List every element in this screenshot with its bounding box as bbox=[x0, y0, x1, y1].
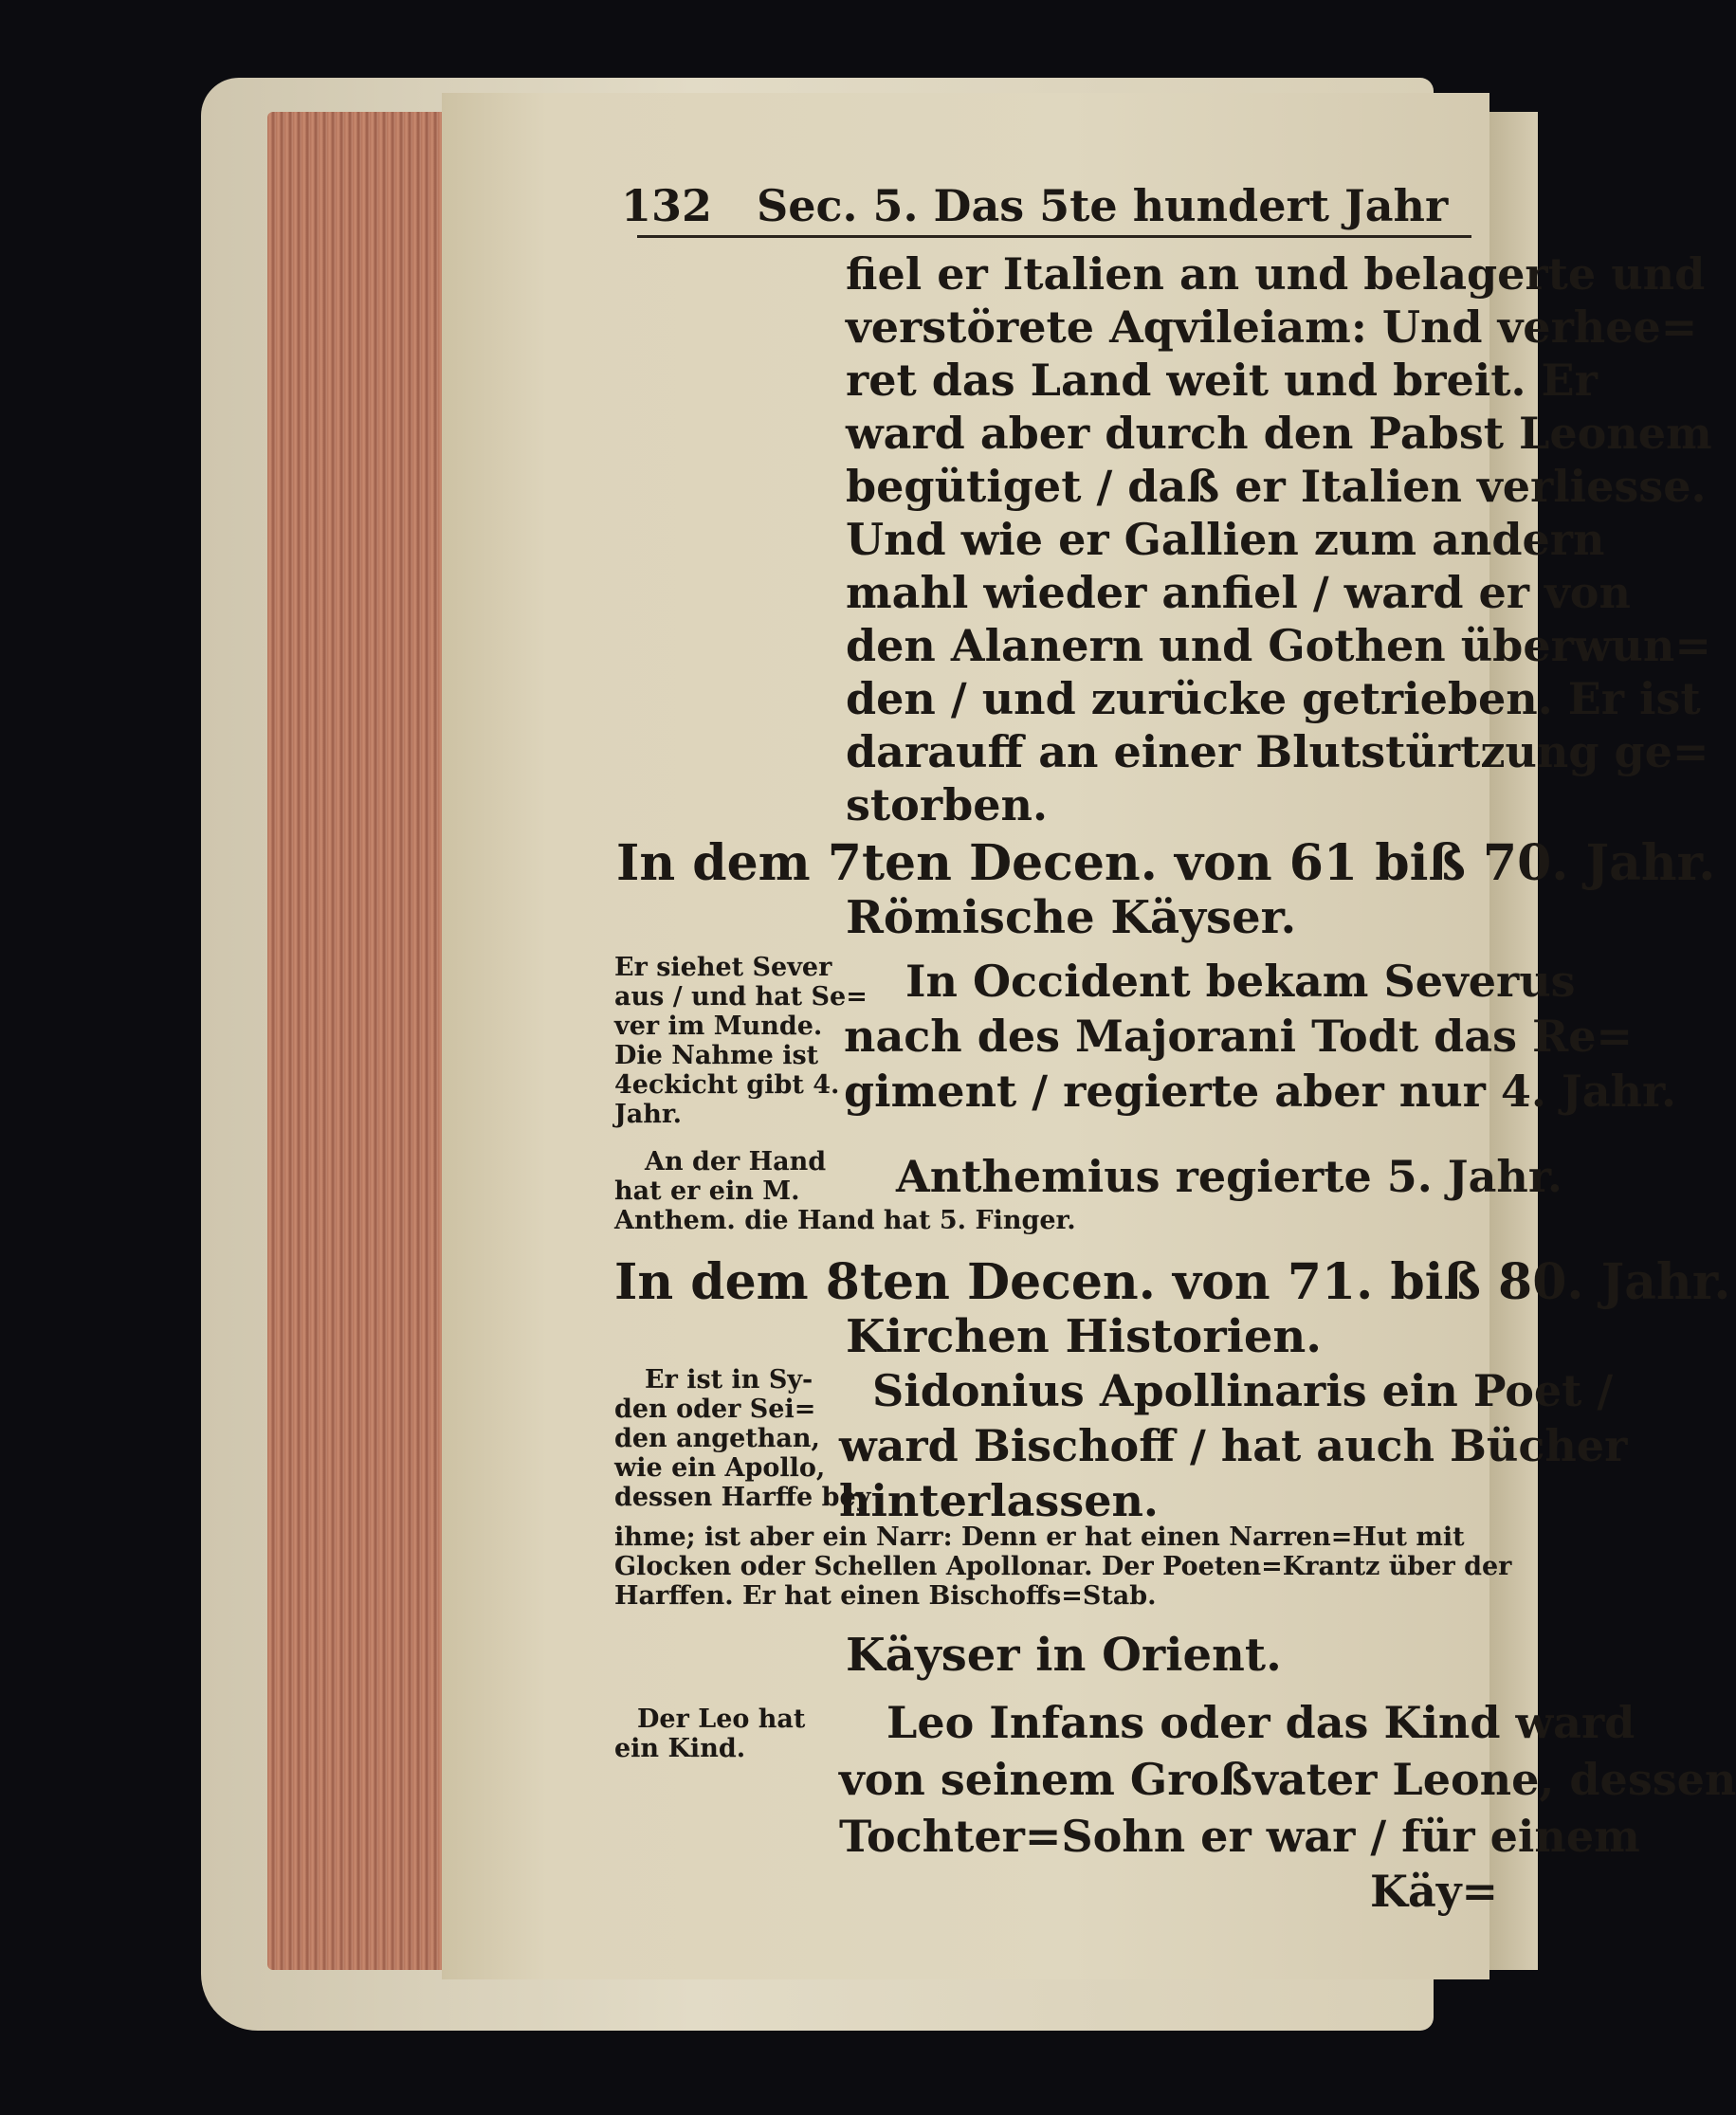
text-line: Anthemius regierte 5. Jahr. bbox=[896, 1151, 1562, 1202]
margin-note-line: den oder Sei= bbox=[614, 1395, 816, 1424]
text-line: Und wie er Gallien zum andern bbox=[846, 514, 1605, 565]
text-line: Leo Infans oder das Kind ward bbox=[886, 1697, 1635, 1748]
catchword: Käy= bbox=[1370, 1866, 1499, 1917]
text-line: Sidonius Apollinaris ein Poet / bbox=[872, 1365, 1614, 1416]
section-subheading: Käyser in Orient. bbox=[846, 1629, 1282, 1682]
margin-note-line: Er siehet Sever bbox=[614, 953, 832, 982]
margin-note-line: Anthem. die Hand hat 5. Finger. bbox=[614, 1206, 1076, 1235]
running-title: Sec. 5. Das 5te hundert Jahr bbox=[757, 180, 1449, 231]
margin-note-line: ihme; ist aber ein Narr: Denn er hat einen Narren=Hut mit bbox=[614, 1522, 1465, 1552]
text-line: den / und zurücke getrieben. Er ist bbox=[846, 673, 1701, 724]
text-line: darauff an einer Blutstürtzung ge= bbox=[846, 726, 1709, 777]
header-rule bbox=[637, 235, 1471, 238]
margin-note-line: den angethan, bbox=[614, 1424, 820, 1453]
text-line: nach des Majorani Todt das Re= bbox=[844, 1011, 1634, 1062]
text-line: begütiget / daß er Italien verliesse. bbox=[846, 461, 1707, 512]
text-line: In Occident bekam Severus bbox=[905, 956, 1576, 1007]
margin-note-line: ein Kind. bbox=[614, 1734, 746, 1763]
page-edges bbox=[267, 112, 448, 1970]
text-line: hinterlassen. bbox=[839, 1475, 1159, 1526]
margin-note-line: Die Nahme ist bbox=[614, 1041, 819, 1070]
margin-note-line: Jahr. bbox=[614, 1100, 683, 1129]
text-line: ward aber durch den Pabst Leonem bbox=[846, 408, 1712, 459]
margin-note-line: Harffen. Er hat einen Bischoffs=Stab. bbox=[614, 1581, 1157, 1611]
margin-note-line: dessen Harffe bey bbox=[614, 1483, 871, 1512]
margin-note-line: wie ein Apollo, bbox=[614, 1453, 826, 1483]
section-heading: In dem 8ten Decen. von 71. biß 80. Jahr. bbox=[614, 1253, 1731, 1311]
margin-note-line: ver im Munde. bbox=[614, 1012, 823, 1041]
margin-note-line: Glocken oder Schellen Apollonar. Der Poeten=Krantz über der bbox=[614, 1552, 1512, 1581]
margin-note-line: aus / und hat Se= bbox=[614, 982, 868, 1012]
text-line: fiel er Italien an und belagerte und bbox=[846, 248, 1706, 300]
section-subheading: Römische Käyser. bbox=[846, 891, 1297, 944]
section-subheading: Kirchen Historien. bbox=[846, 1310, 1322, 1363]
text-line: verstörete Aqvileiam: Und verhee= bbox=[846, 301, 1698, 353]
text-line: ward Bischoff / hat auch Bücher bbox=[839, 1420, 1628, 1471]
margin-note-line: An der Hand bbox=[645, 1147, 827, 1176]
text-line: den Alanern und Gothen überwun= bbox=[846, 620, 1711, 671]
margin-note-line: Er ist in Sy- bbox=[645, 1365, 813, 1395]
section-heading: In dem 7ten Decen. von 61 biß 70. Jahr. bbox=[616, 834, 1716, 892]
text-line: ret das Land weit und breit. Er bbox=[846, 355, 1598, 406]
text-line: mahl wieder anfiel / ward er von bbox=[846, 567, 1631, 618]
text-line: giment / regierte aber nur 4. Jahr. bbox=[844, 1066, 1676, 1117]
text-line: Tochter=Sohn er war / für einem bbox=[839, 1811, 1640, 1862]
page-number: 132 bbox=[621, 180, 713, 231]
margin-note-line: 4eckicht gibt 4. bbox=[614, 1070, 840, 1100]
margin-note-line: Der Leo hat bbox=[637, 1705, 806, 1734]
margin-note-line: hat er ein M. bbox=[614, 1176, 800, 1206]
text-line: storben. bbox=[846, 779, 1048, 830]
text-line: von seinem Großvater Leone, dessen bbox=[839, 1754, 1736, 1805]
